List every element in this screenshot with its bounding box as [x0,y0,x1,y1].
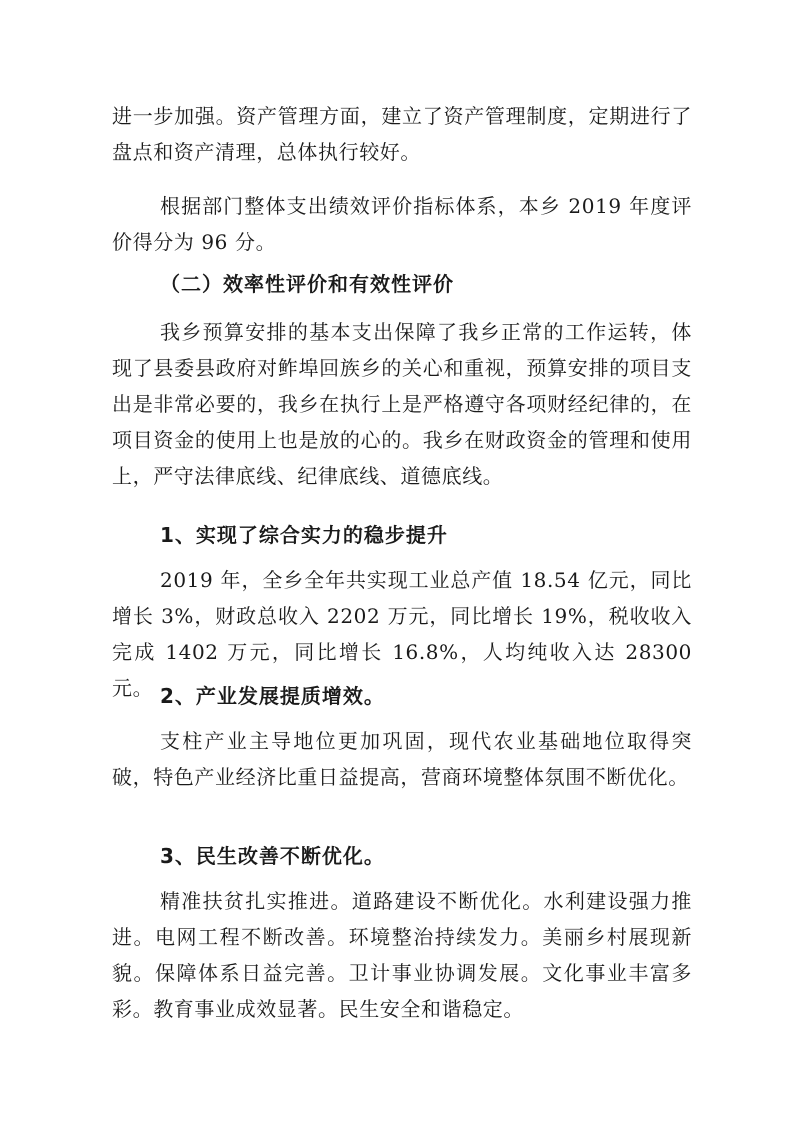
subheading-overall-strength: 1、实现了综合实力的稳步提升 [160,523,448,547]
paragraph-asset-management: 进一步加强。资产管理方面，建立了资产管理制度，定期进行了盘点和资产清理，总体执行较好。 [112,104,692,164]
paragraph-budget-expenditure: 我乡预算安排的基本支出保障了我乡正常的工作运转，体现了县委县政府对鲊埠回族乡的关心和重视，预算安排的项目支出是非常必要的，我乡在执行上是严格遵守各项财经纪律的，在项目资金的使用上也是放的心的。我乡在财政资金的管理和使用上，严守法律底线、纪律底线、道德底线。 [112,320,692,488]
section-heading-efficiency: （二）效率性评价和有效性评价 [160,272,454,296]
paragraph-livelihood-details: 精准扶贫扎实推进。道路建设不断优化。水利建设强力推进。电网工程不断改善。环境整治持续发力。美丽乡村展现新貌。保障体系日益完善。卫计事业协调发展。文化事业丰富多彩。教育事业成效显著。民生安全和谐稳定。 [112,889,692,1021]
subheading-livelihood: 3、民生改善不断优化。 [160,844,385,868]
paragraph-economic-figures: 2019 年，全乡全年共实现工业总产值 18.54 亿元，同比增长 3%，财政总收入 2202 万元，同比增长 19%，税收收入完成 1402 万元，同比增长 16.8%，人均纯收入达 28300 元。 [112,568,692,700]
paragraph-industry-details: 支柱产业主导地位更加巩固，现代农业基础地位取得突破，特色产业经济比重日益提高，营商环境整体氛围不断优化。 [112,729,692,789]
subheading-industry-development: 2、产业发展提质增效。 [160,684,385,708]
paragraph-evaluation-score: 根据部门整体支出绩效评价指标体系，本乡 2019 年度评价得分为 96 分。 [112,194,692,254]
